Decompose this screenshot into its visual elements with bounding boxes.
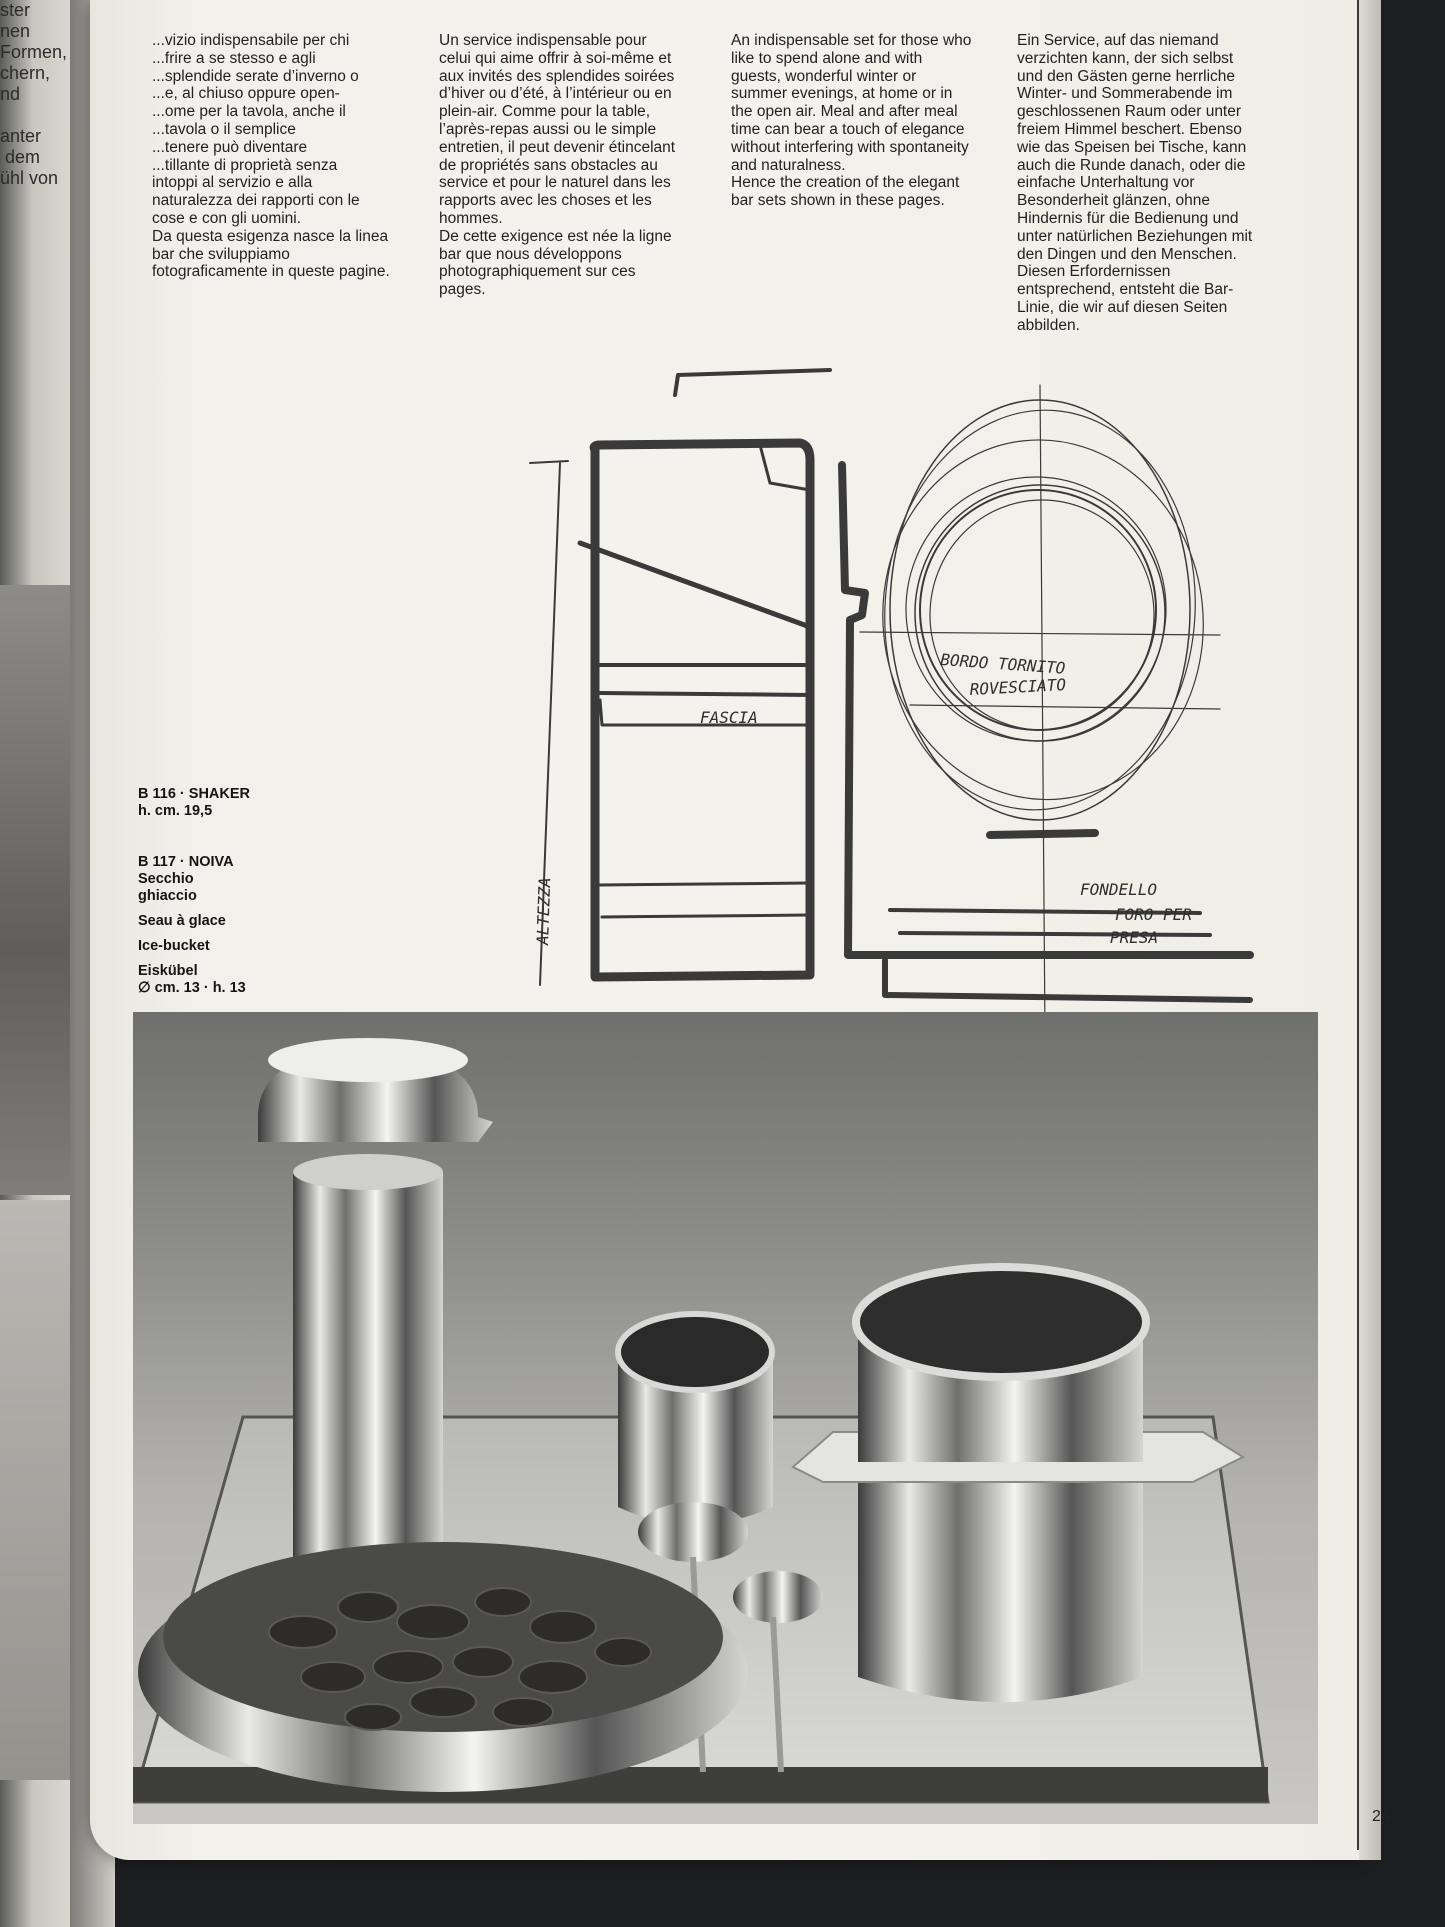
note-rovesciato: ROVESCIATO xyxy=(969,674,1067,699)
caption-shaker xyxy=(138,786,250,820)
noiva-code: B 117 · NOIVA xyxy=(138,854,234,870)
previous-page-text-fragments: ster nen Formen, chern, nd anter dem ühl von xyxy=(0,0,68,188)
shaker-size: h. cm. 19,5 xyxy=(138,803,213,819)
previous-page-photo xyxy=(0,585,70,1195)
noiva-english: Ice-bucket xyxy=(138,938,210,954)
noiva-italian: Secchio ghiaccio xyxy=(138,871,197,904)
note-foro: FORO PER xyxy=(1115,905,1193,924)
sketch-bucket-base xyxy=(885,960,1250,1000)
sketch-shaker-cap-line xyxy=(640,445,810,490)
sketch-shaker-top-handle xyxy=(675,370,830,395)
note-altezza: ALTEZZA xyxy=(533,877,555,946)
photo-spoon-small xyxy=(733,1571,823,1623)
intro-text-french: Un service indispensable pour celui qui aime offrir à soi-même et aux invités des splendides soirées d’hiver ou d’été, à l’intérieur ou en plein-air. Comme pour la table, l’après-repas aussi ou le simple entretien, il peut devenir étincelant de propriétés sans obstacles au service et pour le naturel dans les rapports avec les choses et les hommes. De cette exigence est née la ligne bar que nous développons photographiquement sur ces pages. xyxy=(439,32,676,299)
noiva-german: Eiskübel xyxy=(138,963,198,979)
photo-spoon-large xyxy=(638,1502,748,1562)
intro-text-english: An indispensable set for those who like to spend alone and with guests, wonderful winter or summer evenings, at home or in the open air. Meal and after meal time can bear a touch of elegance without interfering with spontaneity and naturalness. Hence the creation of the elegant bar sets shown in these pages. xyxy=(731,32,972,210)
caption-noiva xyxy=(138,854,246,997)
sketch-shaker-joint xyxy=(600,700,812,917)
noiva-size: ∅ cm. 13 · h. 13 xyxy=(138,980,246,996)
note-fondello: FONDELLO xyxy=(1080,880,1158,899)
note-presa: PRESA xyxy=(1110,928,1159,947)
sketch-shaker-band xyxy=(595,665,810,695)
note-bordo: BORDO TORNITO xyxy=(939,650,1066,678)
page-number: 24 xyxy=(1372,1808,1390,1825)
photo-shaker-body xyxy=(293,1172,443,1557)
product-photo xyxy=(133,1012,1318,1824)
design-sketch xyxy=(520,365,1260,1045)
intro-text-german: Ein Service, auf das niemand verzichten kann, der sich selbst und den Gästen gerne herrliche Winter- und Sommerabende im geschlossenen Raum oder unter freiem Himmel beschert. Ebenso wie das Speisen bei Tische, kann auch die Runde danach, oder die einfache Unterhaltung vor Besonderheit glänzen, ohne Hindernis für die Bedienung und unter natürlichen Beziehungen mit den Dingen und den Menschen. Diesen Erfordernissen entsprechend, entsteht die Bar- Linie, die wir auf diesen Seiten abbilden. xyxy=(1017,32,1253,334)
noiva-french: Seau à glace xyxy=(138,913,226,929)
note-fascia: FASCIA xyxy=(700,708,758,727)
previous-page-photo-lower xyxy=(0,1200,70,1780)
shaker-code: B 116 · SHAKER xyxy=(138,786,251,802)
sketch-centre-line xyxy=(1040,385,1045,1035)
intro-text-italian: ...vizio indispensabile per chi ...frire a se stesso e agli ...splendide serate d’inverno o ...e, al chiuso oppure open- ...ome per la tavola, anche il ...tavola o il semplice ...tenere può diventare ...tillante di proprietà senza intoppi al servizio e alla naturalezza dei rapporti con le cose e con gli uomini. Da questa esigenza nasce la linea bar che sviluppiamo fotograficamente in queste pagine. xyxy=(152,32,390,281)
page-stack-edge xyxy=(1359,0,1381,1860)
sketch-shaker-lid xyxy=(580,543,810,675)
sketch-scribble-base xyxy=(990,833,1095,835)
